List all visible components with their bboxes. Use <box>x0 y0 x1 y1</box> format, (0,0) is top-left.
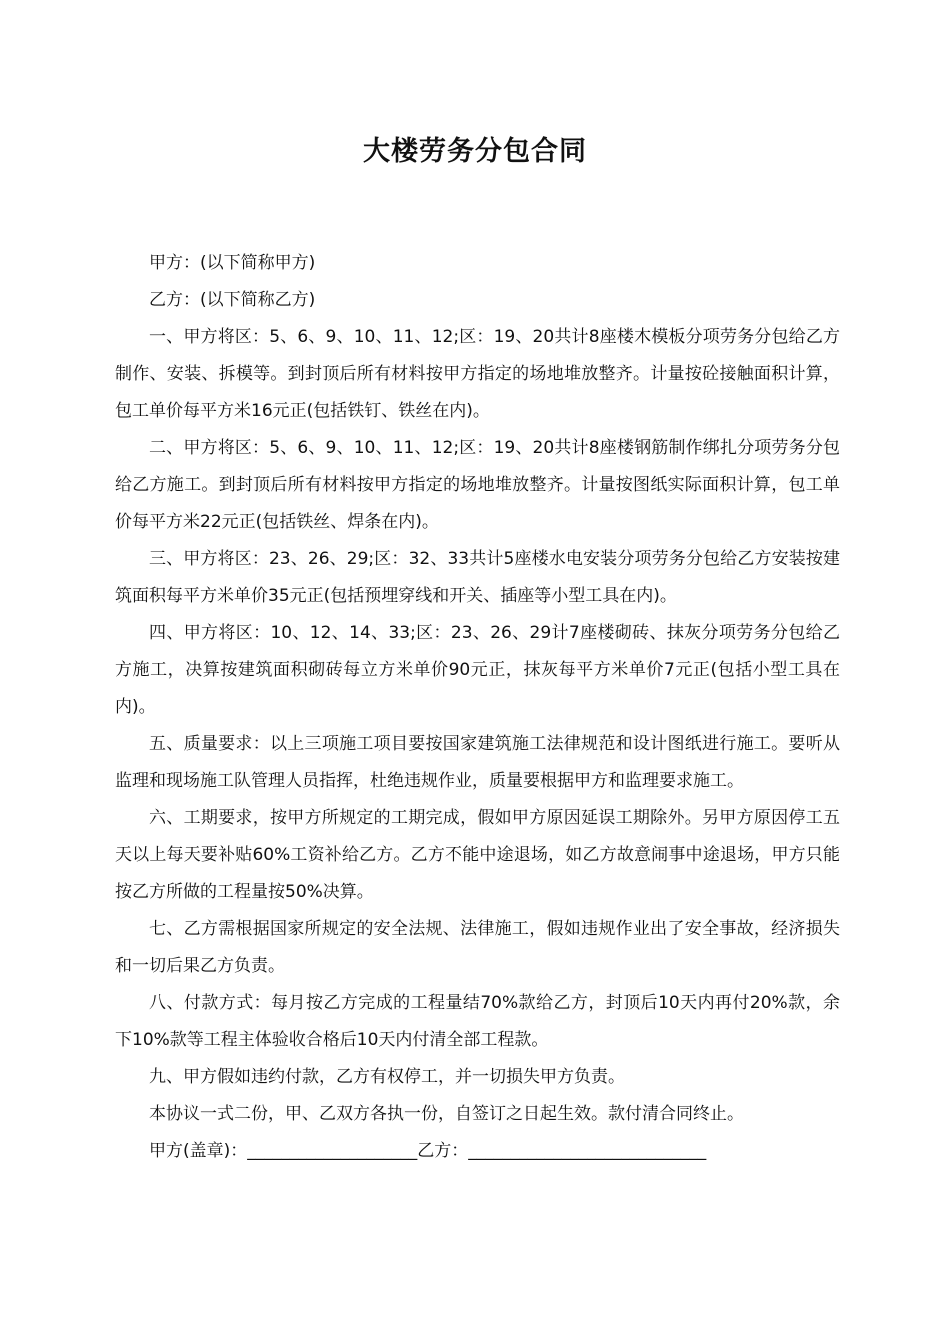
clause-5: 五、质量要求：以上三项施工项目要按国家建筑施工法律规范和设计图纸进行施工。要听从监理和现场施工队管理人员指挥，杜绝违规作业，质量要根据甲方和监理要求施工。 <box>115 734 840 791</box>
clause-4: 四、甲方将区：10、12、14、33;区：23、26、29计7座楼砌砖、抹灰分项劳务分包给乙方施工，决算按建筑面积砌砖每立方米单价90元正，抹灰每平方米单价7元正(包括小型工具在内)。 <box>115 623 840 717</box>
clause-2: 二、甲方将区：5、6、9、10、11、12;区：19、20共计8座楼钢筋制作绑扎分项劳务分包给乙方施工。到封顶后所有材料按甲方指定的场地堆放整齐。计量按图纸实际面积计算，包工单价每平方米22元正(包括铁丝、焊条在内)。 <box>115 438 840 532</box>
party-b-signature-line: ____________________________ <box>468 1141 707 1161</box>
clause-9: 九、甲方假如违约付款，乙方有权停工，并一切损失甲方负责。 <box>149 1067 625 1087</box>
clause-6: 六、工期要求，按甲方所规定的工期完成，假如甲方原因延误工期除外。另甲方原因停工五天以上每天要补贴60%工资补给乙方。乙方不能中途退场，如乙方故意闹事中途退场，甲方只能按乙方所做的工程量按50%决算。 <box>115 808 840 902</box>
party-a-signature-line: ____________________ <box>247 1141 418 1161</box>
party-a-line: 甲方：(以下简称甲方) <box>149 253 316 273</box>
closing-statement: 本协议一式二份，甲、乙双方各执一份，自签订之日起生效。款付清合同终止。 <box>149 1104 744 1124</box>
document-title: 大楼劳务分包合同 <box>363 136 587 167</box>
party-a-signature-label: 甲方(盖章)： <box>149 1141 248 1161</box>
party-b-signature-label: 乙方： <box>417 1141 469 1161</box>
clause-1: 一、甲方将区：5、6、9、10、11、12;区：19、20共计8座楼木模板分项劳务分包给乙方制作、安装、拆模等。到封顶后所有材料按甲方指定的场地堆放整齐。计量按砼接触面积计算，包工单价每平方米16元正(包括铁钉、铁丝在内)。 <box>115 327 840 421</box>
clause-7: 七、乙方需根据国家所规定的安全法规、法律施工，假如违规作业出了安全事故，经济损失和一切后果乙方负责。 <box>115 919 840 976</box>
clause-3: 三、甲方将区：23、26、29;区：32、33共计5座楼水电安装分项劳务分包给乙方安装按建筑面积每平方米单价35元正(包括预埋穿线和开关、插座等小型工具在内)。 <box>115 549 840 606</box>
clause-8: 八、付款方式：每月按乙方完成的工程量结70%款给乙方，封顶后10天内再付20%款，余下10%款等工程主体验收合格后10天内付清全部工程款。 <box>115 993 840 1050</box>
signature-row <box>115 1133 840 1170</box>
document-body <box>115 245 840 1170</box>
party-b-line: 乙方：(以下简称乙方) <box>149 290 316 310</box>
